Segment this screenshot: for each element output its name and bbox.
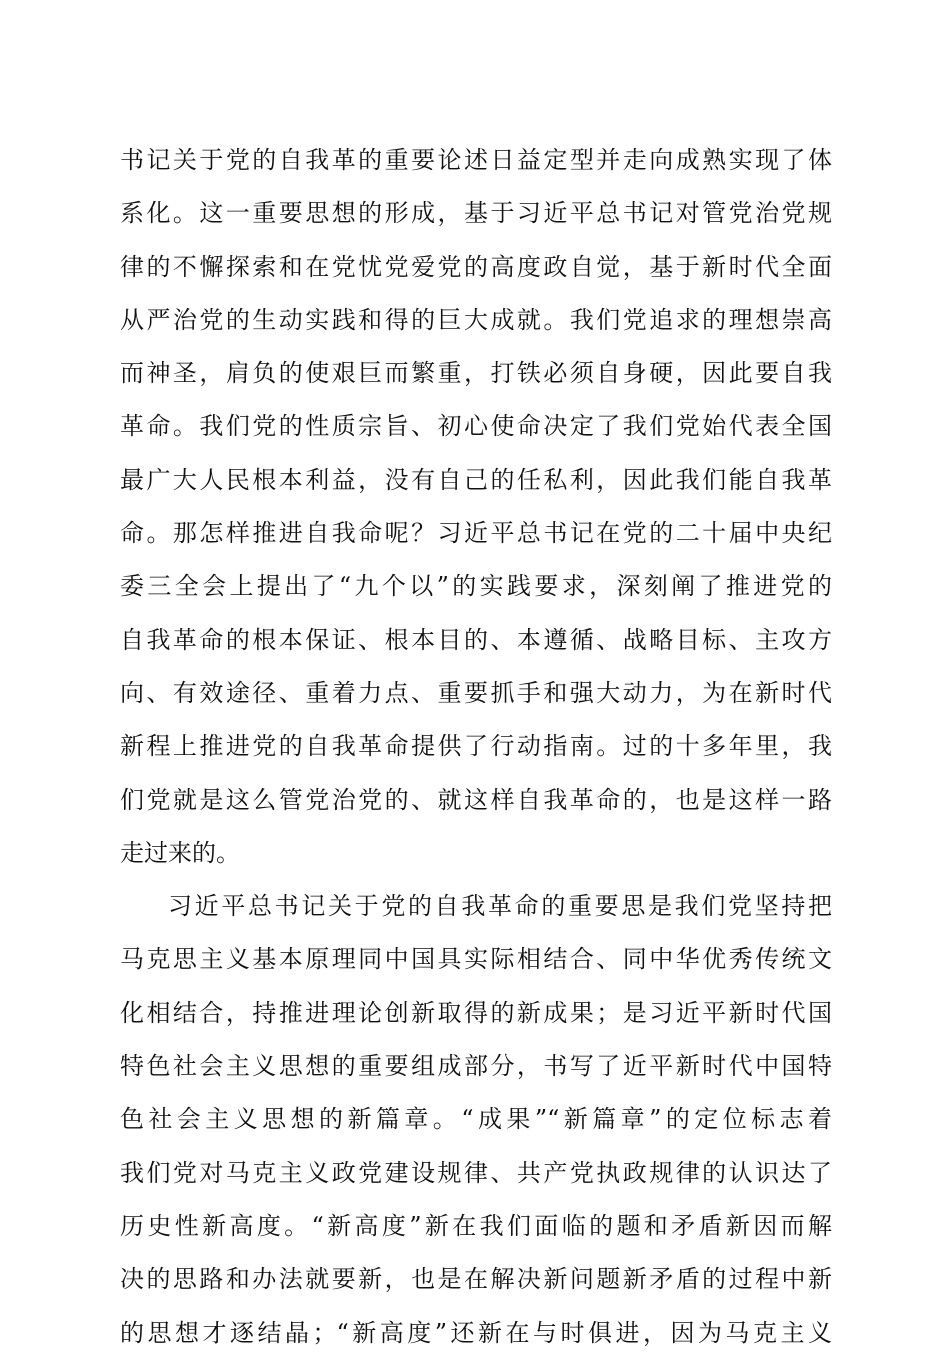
text-line: 的思想才逐结晶；“新高度”还新在与时俱进，因为马克主义	[120, 1318, 832, 1347]
text-line: 习近平总书记关于党的自我革命的重要思是我们党坚持把	[168, 892, 832, 921]
text-line: 委三全会上提出了“九个以”的实践要求，深刻阐了推进党的	[120, 572, 832, 601]
paragraph-2	[120, 880, 832, 1360]
text-line: 特色社会主义思想的重要组成部分，书写了近平新时代中国特	[120, 1052, 832, 1081]
text-line: 自我革命的根本保证、根本目的、本遵循、战略目标、主攻方	[120, 625, 832, 654]
paragraph-1	[120, 134, 832, 880]
text-line: 革命。我们党的性质宗旨、初心使命决定了我们党始代表全国	[120, 412, 832, 441]
text-line: 律的不懈探索和在党忧党爱党的高度政自觉，基于新时代全面	[120, 252, 832, 281]
text-line: 走过来的。	[120, 838, 240, 867]
body-text	[120, 134, 832, 1360]
text-line: 最广大人民根本利益，没有自己的任私利，因此我们能自我革	[120, 465, 832, 494]
text-line: 新程上推进党的自我革命提供了行动指南。过的十多年里，我	[120, 732, 832, 761]
text-line: 而神圣，肩负的使艰巨而繁重，打铁必须自身硬，因此要自我	[120, 359, 832, 388]
text-line: 我们党对马克主义政党建设规律、共产党执政规律的认识达了	[120, 1158, 832, 1187]
text-line: 决的思路和办法就要新，也是在解决新问题新矛盾的过程中新	[120, 1265, 832, 1294]
text-line: 历史性新高度。“新高度”新在我们面临的题和矛盾新因而解	[120, 1211, 832, 1240]
text-line: 向、有效途径、重着力点、重要抓手和强大动力，为在新时代	[120, 678, 832, 707]
text-line: 从严治党的生动实践和得的巨大成就。我们党追求的理想崇高	[120, 305, 832, 334]
text-line: 命。那怎样推进自我命呢？习近平总书记在党的二十届中央纪	[120, 519, 832, 548]
text-line: 化相结合，持推进理论创新取得的新成果；是习近平新时代国	[120, 998, 832, 1027]
text-line: 们党就是这么管党治党的、就这样自我革命的，也是这样一路	[120, 785, 832, 814]
text-line: 系化。这一重要思想的形成，基于习近平总书记对管党治党规	[120, 199, 832, 228]
text-line: 马克思主义基本原理同中国具实际相结合、同中华优秀传统文	[120, 945, 832, 974]
text-line: 书记关于党的自我革的重要论述日益定型并走向成熟实现了体	[120, 146, 832, 174]
text-line: 色社会主义思想的新篇章。“成果”“新篇章”的定位标志着	[120, 1105, 832, 1134]
